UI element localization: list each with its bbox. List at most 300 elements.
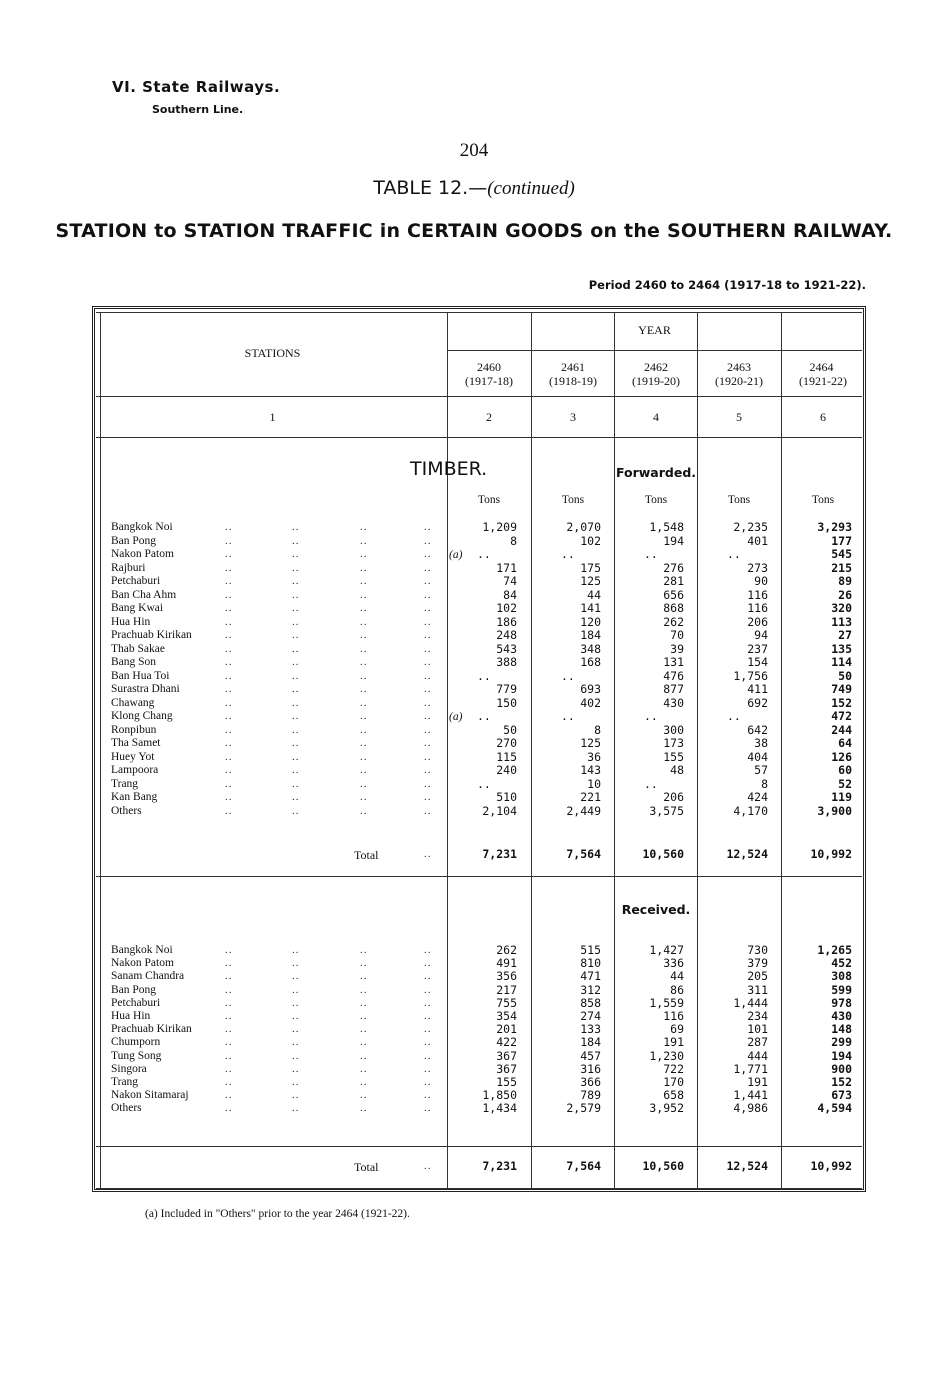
leader-dots: .. [225,1010,233,1022]
table-cell: .. [477,709,491,723]
table-cell: 50 [838,668,852,683]
leader-dots: .. [225,764,233,776]
leader-dots: .. [424,1062,432,1075]
top-rule [96,312,862,313]
year-header-ad-5: (1921-22) [799,374,847,388]
leader-dots: .. [360,669,368,682]
year-header-ad-3: (1919-20) [632,374,680,388]
table-cell: 1,230 [649,1048,684,1063]
table-cell: .. [477,547,491,561]
table-cell: 191 [747,1075,768,1089]
leader-dots: .. [360,777,368,790]
table-cell: 599 [831,982,852,997]
table-cell: 8 [510,533,517,548]
column-number-3: 3 [570,410,576,424]
table-number: TABLE 12.— [373,177,488,199]
leader-dots: .. [360,944,368,956]
leader-dots: .. [360,629,368,641]
leader-dots: .. [292,791,300,803]
station-name: Tung Song [111,1049,162,1062]
table-cell: 311 [747,982,768,997]
table-cell: 89 [838,574,852,588]
table-cell: 1,265 [817,943,852,957]
leader-dots: .. [225,629,233,641]
station-name: Ban Hua Toi [111,669,170,682]
leader-dots: .. [360,1102,368,1115]
table-cell: 133 [580,1022,601,1037]
station-name: Chumporn [111,1036,161,1049]
table-cell: 2,449 [566,803,601,818]
table-cell: 476 [663,668,684,683]
leader-dots: .. [424,804,432,817]
leader-dots: .. [424,642,432,655]
table-cell: .. [477,776,491,791]
station-name: Hua Hin [111,615,151,628]
leader-dots: .. [225,944,233,956]
leader-dots: .. [424,548,432,560]
leader-dots: .. [225,656,233,668]
leader-dots: .. [360,656,368,668]
leader-dots: .. [292,683,300,695]
leader-dots: .. [292,642,300,655]
table-cell: .. [561,709,575,723]
leader-dots: .. [225,710,233,722]
table-cell: 1,434 [482,1101,517,1116]
table-cell: 452 [831,956,852,971]
leader-dots: .. [225,1049,233,1062]
forwarded-total-rule [96,876,862,877]
total-cell: 12,524 [726,1159,768,1173]
footnote-marker: (a) [449,549,463,561]
station-name: Chawang [111,696,155,709]
leader-dots: .. [424,534,432,547]
table-cell: 60 [838,763,852,777]
table-cell: 150 [496,695,517,710]
table-cell: 779 [496,682,517,696]
table-cell: 1,548 [649,520,684,534]
table-cell: 545 [831,547,852,561]
table-cell: 234 [747,1009,768,1023]
leader-dots: .. [225,1102,233,1115]
leader-dots: .. [292,548,300,560]
leader-dots: .. [292,656,300,668]
leader-dots: .. [424,764,432,776]
table-cell: 457 [580,1048,601,1063]
leader-dots: .. [225,669,233,682]
stations-header: STATIONS [244,346,301,360]
table-cell: 444 [747,1048,768,1063]
forwarded-label: Forwarded. [615,465,697,480]
table-cell: 70 [670,628,684,642]
table-cell: 1,427 [649,943,684,957]
table-cell: 320 [831,601,852,615]
table-cell: 472 [831,709,852,723]
table-cell: .. [644,547,658,561]
table-cell: 2,235 [733,520,768,534]
table-cell: 430 [663,695,684,710]
leader-dots: .. [292,750,300,763]
table-cell: 206 [663,790,684,804]
received-label: Received. [621,902,691,917]
table-cell: 215 [831,560,852,575]
table-cell: 656 [663,587,684,602]
table-cell: .. [644,709,658,723]
leader-dots: .. [424,848,432,860]
leader-dots: .. [225,548,233,560]
table-cell: 184 [580,628,601,642]
leader-dots: .. [424,1049,432,1062]
station-name: Surastra Dhani [111,683,180,695]
table-cell: 354 [496,1009,517,1023]
leader-dots: .. [225,970,233,983]
table-cell: 404 [747,749,768,764]
table-cell: .. [644,776,658,791]
table-cell: 510 [496,790,517,804]
leader-dots: .. [424,944,432,956]
table-cell: 206 [747,614,768,629]
table-cell: 237 [747,641,768,656]
table-cell: 44 [670,969,684,984]
leader-dots: .. [225,1036,233,1049]
total-label: Total [354,848,379,862]
year-header-2: 2461 [561,360,585,374]
table-cell: 148 [831,1022,852,1037]
leader-dots: .. [360,588,368,601]
leader-dots: .. [292,1023,300,1036]
station-name: Ronpibun [111,723,157,736]
total-cell: 10,992 [810,847,852,861]
leader-dots: .. [360,710,368,722]
table-cell: 116 [747,587,768,602]
unit-label: Tons [811,494,835,506]
leader-dots: .. [292,996,300,1009]
leader-dots: .. [360,696,368,709]
table-cell: 113 [831,614,852,629]
table-cell: 1,756 [733,668,768,683]
table-cell: 119 [831,790,852,804]
table-cell: 175 [580,560,601,575]
station-name: Bangkok Noi [111,521,173,533]
leader-dots: .. [225,1089,233,1102]
table-cell: 101 [747,1022,768,1037]
station-name: Thab Sakae [111,642,165,655]
leader-dots: .. [424,1102,432,1115]
leader-dots: .. [292,1076,300,1088]
station-name: Hua Hin [111,1010,151,1022]
station-name: Sanam Chandra [111,970,185,983]
leader-dots: .. [225,534,233,547]
leader-dots: .. [292,710,300,722]
total-cell: 7,231 [482,847,517,861]
leader-dots: .. [424,669,432,682]
station-name: Singora [111,1062,147,1075]
table-cell: 86 [670,982,684,997]
leader-dots: .. [424,777,432,790]
leader-dots: .. [360,642,368,655]
table-cell: 300 [663,722,684,737]
leader-dots: .. [225,561,233,574]
table-cell: 515 [580,943,601,957]
table-cell: 152 [831,1075,852,1089]
leader-dots: .. [292,1089,300,1102]
leader-dots: .. [360,1023,368,1036]
table-cell: 94 [754,628,768,642]
leader-dots: .. [292,804,300,817]
leader-dots: .. [292,534,300,547]
table-cell: 221 [580,790,601,804]
leader-dots: .. [292,561,300,574]
leader-dots: .. [360,521,368,533]
leader-dots: .. [360,548,368,560]
leader-dots: .. [360,750,368,763]
leader-dots: .. [360,561,368,574]
table-cell: 184 [580,1035,601,1050]
table-cell: 3,293 [817,520,852,534]
table-cell: 1,559 [649,995,684,1010]
table-cell: 1,850 [482,1088,517,1103]
column-number-2: 2 [486,410,492,424]
leader-dots: .. [292,1049,300,1062]
table-cell: 125 [580,574,601,588]
table-cell: 186 [496,614,517,629]
received-total-rule [96,1146,862,1147]
table-cell: 262 [663,614,684,629]
station-name: Huey Yot [111,750,155,763]
leader-dots: .. [424,629,432,641]
leader-dots: .. [292,1036,300,1049]
leader-dots: .. [292,764,300,776]
leader-dots: .. [360,534,368,547]
table-cell: 543 [496,641,517,656]
total-cell: 10,992 [810,1159,852,1173]
table-cell: 48 [670,763,684,777]
station-name: Others [111,1102,142,1115]
table-cell: 194 [663,533,684,548]
leader-dots: .. [292,957,300,970]
table-cell: 120 [580,614,601,629]
leader-dots: .. [424,588,432,601]
leader-dots: .. [225,957,233,970]
leader-dots: .. [424,750,432,763]
table-cell: 491 [496,956,517,971]
leader-dots: .. [360,1089,368,1102]
leader-dots: .. [424,521,432,533]
leader-dots: .. [225,777,233,790]
station-name: Lampoora [111,764,159,776]
table-cell: 155 [663,749,684,764]
station-name: Rajburi [111,561,146,574]
table-cell: 50 [503,722,517,737]
leader-dots: .. [225,642,233,655]
leader-dots: .. [424,996,432,1009]
table-cell: 262 [496,943,517,957]
table-cell: 173 [663,736,684,750]
table-cell: 74 [503,574,517,588]
leader-dots: .. [225,683,233,695]
line-heading: Southern Line. [152,103,244,116]
footnote: (a) Included in "Others" prior to the year 2464 (1921-22). [145,1208,410,1220]
table-cell: 367 [496,1061,517,1076]
table-cell: 3,952 [649,1101,684,1116]
leader-dots: .. [292,777,300,790]
table-cell: 858 [580,995,601,1010]
leader-dots: .. [424,983,432,996]
table-cell: 348 [580,641,601,656]
year-header: YEAR [638,323,671,337]
table-cell: 270 [496,736,517,750]
table-cell: 722 [663,1061,684,1076]
table-cell: 356 [496,969,517,984]
leader-dots: .. [292,696,300,709]
table-cell: 8 [761,776,768,791]
leader-dots: .. [424,602,432,614]
unit-label: Tons [561,494,585,506]
leader-dots: .. [225,615,233,628]
table-cell: 10 [587,776,601,791]
table-cell: 141 [580,601,601,615]
table-cell: 2,070 [566,520,601,534]
table-cell: 308 [831,969,852,984]
year-header-1: 2460 [477,360,501,374]
table-label [0,177,948,200]
leader-dots: .. [360,1076,368,1088]
page-title: STATION to STATION TRAFFIC in CERTAIN GOODS on the SOUTHERN RAILWAY. [55,220,893,242]
leader-dots: .. [225,1062,233,1075]
table-cell: 388 [496,655,517,669]
leader-dots: .. [360,957,368,970]
year-header-ad-2: (1918-19) [549,374,597,388]
table-cell: .. [561,547,575,561]
leader-dots: .. [225,1023,233,1036]
table-cell: 2,579 [566,1101,601,1116]
station-name: Petchaburi [111,996,161,1009]
table-cell: 26 [838,587,852,602]
leader-dots: .. [292,1010,300,1022]
table-cell: 749 [831,682,852,696]
leader-dots: .. [225,575,233,587]
leader-dots: .. [360,1036,368,1049]
table-cell: 8 [594,722,601,737]
table-cell: 44 [587,587,601,602]
leader-dots: .. [424,615,432,628]
leader-dots: .. [360,602,368,614]
leader-dots: .. [424,723,432,736]
table-cell: 4,170 [733,803,768,818]
leader-dots: .. [360,983,368,996]
table-cell: 244 [831,722,852,737]
table-cell: 336 [663,956,684,971]
table-cell: 3,575 [649,803,684,818]
year-header-4: 2463 [727,360,751,374]
table-cell: 3,900 [817,803,852,818]
leader-dots: .. [225,804,233,817]
table-cell: 692 [747,695,768,710]
year-header-5: 2464 [809,360,834,374]
table-cell: 240 [496,763,517,777]
total-cell: 7,564 [566,1159,601,1173]
table-cell: 217 [496,982,517,997]
station-name: Petchaburi [111,575,161,587]
table-cell: 131 [663,655,684,669]
unit-label: Tons [477,494,501,506]
year-rule [447,350,862,351]
total-cell: 10,560 [642,1159,684,1173]
leader-dots: .. [424,683,432,695]
leader-dots: .. [292,1062,300,1075]
table-cell: 57 [754,763,768,777]
leader-dots: .. [225,696,233,709]
station-name: Others [111,804,142,817]
leader-dots: .. [292,669,300,682]
bottom-rule [96,1188,862,1189]
column-number-5: 5 [736,410,742,424]
table-cell: 287 [747,1035,768,1050]
leader-dots: .. [360,764,368,776]
leader-dots: .. [424,957,432,970]
leader-dots: .. [292,602,300,614]
leader-dots: .. [225,1076,233,1088]
leader-dots: .. [424,1089,432,1102]
leader-dots: .. [424,1076,432,1088]
table-cell: 274 [580,1009,601,1023]
table-cell: 38 [754,736,768,750]
table-cell: 978 [831,995,852,1010]
table-cell: 114 [831,655,852,669]
table-cell: 276 [663,560,684,575]
leader-dots: .. [360,737,368,749]
station-name: Prachuab Kirikan [111,629,192,641]
station-name: Prachuab Kirikan [111,1023,192,1036]
table-cell: 191 [663,1035,684,1050]
leader-dots: .. [360,1010,368,1022]
table-cell: 1,444 [733,995,768,1010]
leader-dots: .. [360,996,368,1009]
inner-left-border [100,312,101,1188]
leader-dots: .. [424,970,432,983]
station-name: Trang [111,1076,139,1088]
table-cell: 316 [580,1061,601,1076]
table-cell: 366 [580,1075,601,1089]
leader-dots: .. [225,602,233,614]
leader-dots: .. [360,1049,368,1062]
station-name: Trang [111,777,139,790]
leader-dots: .. [360,970,368,983]
table-cell: 1,209 [482,520,517,534]
table-cell: 171 [496,560,517,575]
leader-dots: .. [424,1010,432,1022]
table-cell: .. [727,547,741,561]
table-cell: 658 [663,1088,684,1103]
station-name: Nakon Sitamaraj [111,1089,189,1102]
header-bottom-rule [96,396,862,397]
table-cell: 102 [580,533,601,548]
leader-dots: .. [360,804,368,817]
leader-dots: .. [360,1062,368,1075]
column-number-4: 4 [653,410,659,424]
leader-dots: .. [292,1102,300,1115]
table-cell: 430 [831,1009,852,1023]
table-cell: .. [561,668,575,683]
table-cell: 4,594 [817,1101,852,1116]
table-cell: 125 [580,736,601,750]
footnote-marker: (a) [449,711,463,723]
table-cell: 126 [831,749,852,764]
table-cell: 273 [747,560,768,575]
station-name: Ban Pong [111,534,157,547]
table-cell: 248 [496,628,517,642]
leader-dots: .. [360,615,368,628]
leader-dots: .. [360,723,368,736]
